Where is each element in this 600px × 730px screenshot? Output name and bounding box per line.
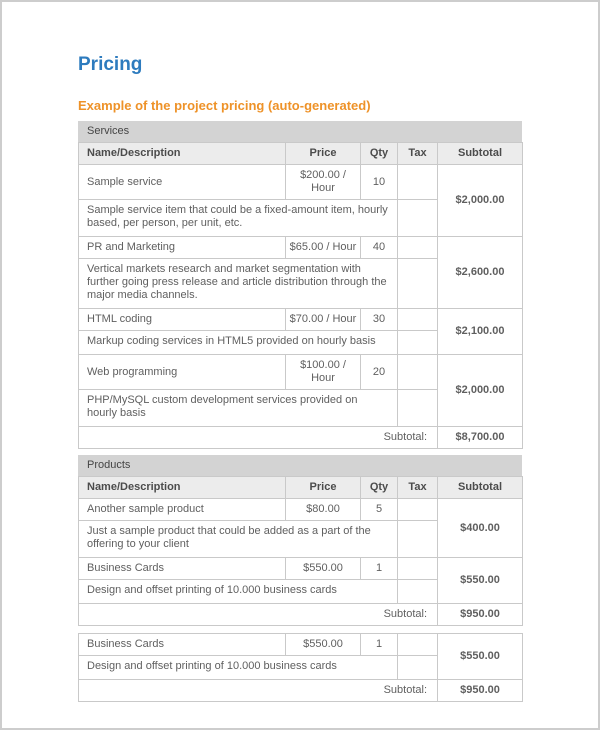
subtotal-value: $8,700.00 bbox=[438, 427, 523, 449]
subtotal-value: $950.00 bbox=[438, 604, 523, 626]
item-tax-spacer bbox=[398, 656, 438, 680]
group-subtotal-row bbox=[79, 427, 523, 449]
item-description: Design and offset printing of 10.000 business cards bbox=[79, 580, 398, 604]
tables-host bbox=[78, 121, 522, 702]
column-header: Qty bbox=[361, 143, 398, 165]
item-name: Sample service bbox=[79, 165, 286, 200]
item-row bbox=[79, 165, 523, 200]
section-title: Products bbox=[78, 455, 522, 476]
item-qty: 30 bbox=[361, 309, 398, 331]
page-subtitle: Example of the project pricing (auto-generated) bbox=[78, 98, 371, 113]
item-name: Business Cards bbox=[79, 634, 286, 656]
item-qty: 40 bbox=[361, 237, 398, 259]
column-header: Price bbox=[286, 143, 361, 165]
item-price: $100.00 / Hour bbox=[286, 355, 361, 390]
item-row bbox=[79, 499, 523, 521]
item-tax bbox=[398, 309, 438, 331]
item-price: $550.00 bbox=[286, 634, 361, 656]
item-tax bbox=[398, 634, 438, 656]
column-header: Subtotal bbox=[438, 477, 523, 499]
group-subtotal-row bbox=[79, 680, 523, 702]
item-tax-spacer bbox=[398, 390, 438, 427]
item-tax bbox=[398, 165, 438, 200]
column-header: Price bbox=[286, 477, 361, 499]
item-tax bbox=[398, 355, 438, 390]
pricing-table bbox=[78, 142, 523, 449]
item-price: $550.00 bbox=[286, 558, 361, 580]
item-qty: 1 bbox=[361, 634, 398, 656]
pricing-table bbox=[78, 633, 523, 702]
subtotal-label: Subtotal: bbox=[79, 680, 438, 702]
column-header: Tax bbox=[398, 477, 438, 499]
section-services bbox=[78, 121, 522, 449]
column-header: Tax bbox=[398, 143, 438, 165]
item-description: Vertical markets research and market segmentation with further going press release and article distribution through the major media channels. bbox=[79, 259, 398, 309]
column-header: Name/Description bbox=[79, 143, 286, 165]
item-row bbox=[79, 309, 523, 331]
section-products bbox=[78, 455, 522, 702]
subtotal-label: Subtotal: bbox=[79, 604, 438, 626]
item-tax bbox=[398, 237, 438, 259]
item-name: Web programming bbox=[79, 355, 286, 390]
column-header: Name/Description bbox=[79, 477, 286, 499]
item-subtotal: $400.00 bbox=[438, 499, 523, 558]
item-row bbox=[79, 237, 523, 259]
section-title: Services bbox=[78, 121, 522, 142]
item-price: $80.00 bbox=[286, 499, 361, 521]
item-tax bbox=[398, 558, 438, 580]
item-qty: 5 bbox=[361, 499, 398, 521]
item-description: Sample service item that could be a fixed-amount item, hourly based, per person, per unit, etc. bbox=[79, 200, 398, 237]
item-tax-spacer bbox=[398, 200, 438, 237]
item-subtotal: $550.00 bbox=[438, 634, 523, 680]
item-price: $70.00 / Hour bbox=[286, 309, 361, 331]
item-qty: 10 bbox=[361, 165, 398, 200]
item-subtotal: $2,000.00 bbox=[438, 355, 523, 427]
item-name: HTML coding bbox=[79, 309, 286, 331]
item-subtotal: $550.00 bbox=[438, 558, 523, 604]
item-name: Business Cards bbox=[79, 558, 286, 580]
column-header: Qty bbox=[361, 477, 398, 499]
item-tax-spacer bbox=[398, 521, 438, 558]
item-name: Another sample product bbox=[79, 499, 286, 521]
item-tax-spacer bbox=[398, 580, 438, 604]
item-row bbox=[79, 355, 523, 390]
page-title: Pricing bbox=[78, 54, 143, 75]
table-header-row bbox=[79, 477, 523, 499]
pricing-table bbox=[78, 476, 523, 626]
item-price: $200.00 / Hour bbox=[286, 165, 361, 200]
item-description: Design and offset printing of 10.000 business cards bbox=[79, 656, 398, 680]
subtotal-label: Subtotal: bbox=[79, 427, 438, 449]
group-subtotal-row bbox=[79, 604, 523, 626]
table-header-row bbox=[79, 143, 523, 165]
item-subtotal: $2,100.00 bbox=[438, 309, 523, 355]
item-price: $65.00 / Hour bbox=[286, 237, 361, 259]
document-content bbox=[78, 54, 522, 702]
item-tax bbox=[398, 499, 438, 521]
item-subtotal: $2,000.00 bbox=[438, 165, 523, 237]
item-description: PHP/MySQL custom development services provided on hourly basis bbox=[79, 390, 398, 427]
item-tax-spacer bbox=[398, 259, 438, 309]
item-row bbox=[79, 558, 523, 580]
item-qty: 20 bbox=[361, 355, 398, 390]
item-description: Just a sample product that could be added as a part of the offering to your client bbox=[79, 521, 398, 558]
item-qty: 1 bbox=[361, 558, 398, 580]
item-name: PR and Marketing bbox=[79, 237, 286, 259]
subtotal-value: $950.00 bbox=[438, 680, 523, 702]
item-row bbox=[79, 634, 523, 656]
item-description: Markup coding services in HTML5 provided on hourly basis bbox=[79, 331, 398, 355]
item-subtotal: $2,600.00 bbox=[438, 237, 523, 309]
item-tax-spacer bbox=[398, 331, 438, 355]
column-header: Subtotal bbox=[438, 143, 523, 165]
